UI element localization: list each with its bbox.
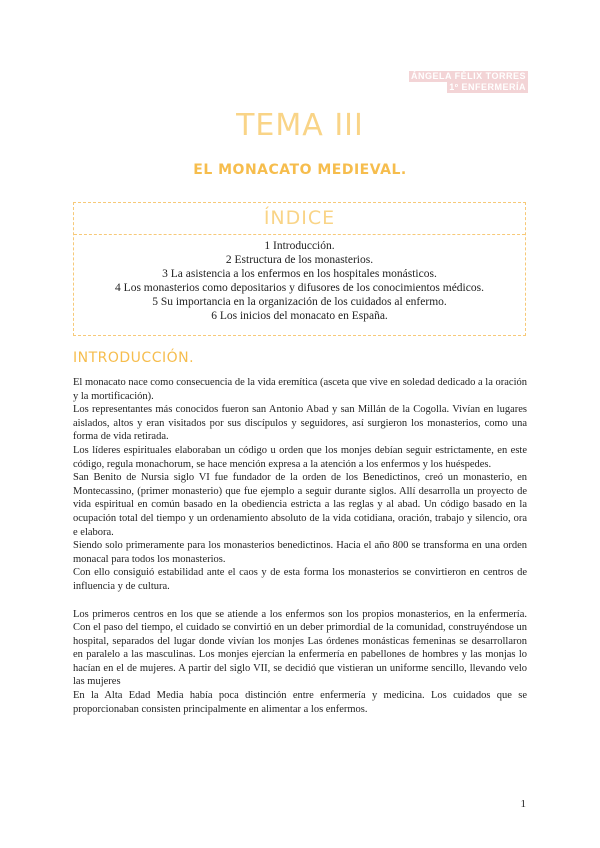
index-item: 2 Estructura de los monasterios. bbox=[225, 254, 374, 266]
page-subtitle: EL MONACATO MEDIEVAL. bbox=[193, 162, 407, 178]
paragraph: Siendo solo primeramente para los monasterios benedictinos. Hacia el año 800 se transforma en una orden monacal para todos los monasterios. bbox=[73, 540, 527, 565]
paragraph: Los primeros centros en los que se atiende a los enfermos son los propios monasterios, en la enfermería. Con el paso del tiempo, el cuidado se convirtió en un deber primordial de la comunidad, construyéndose un hospital, separados del lugar donde vivían los monjes Las órdenes monásticas femeninas se desarrollaron en paralelo a las masculinas. Los monjes ejercían la enfermería en pabellones de hombres y las monjas lo hacían en el de mujeres. A partir del siglo VII, se decidió que vistieran un uniforme sencillo, llevando velo las mujeres bbox=[73, 608, 527, 688]
paragraph: El monacato nace como consecuencia de la vida eremítica (asceta que vive en soledad dedicado a la oración y la mortificación). bbox=[73, 377, 527, 402]
paragraph: Con ello consiguió estabilidad ante el caos y de esta forma los monasterios se convirtieron en centros de influencia y de cultura. bbox=[73, 567, 527, 592]
paragraph: San Benito de Nursia siglo VI fue fundador de la orden de los Benedictinos, creó un monasterio, en Montecassino, (primer monasterio) que fue ejemplo a seguir durante siglos. Allí desarrolla un proyecto de vida espiritual en común basado en la obediencia estricta a las reglas y al abad. Un código basado en la ocupación total del tiempo y un ordenamiento absoluto de la vida cotidiana, oración, trabajo y silencio, ora e elabora. bbox=[73, 472, 527, 538]
paragraph: Los líderes espirituales elaboraban un código u orden que los monjes debían seguir estrictamente, en este código, regula monachorum, se hace mención expresa a la atención a los enfermos y los huéspedes. bbox=[73, 444, 527, 470]
paragraph: Los representantes más conocidos fueron san Antonio Abad y san Millán de la Cogolla. Vivían en lugares aislados, altos y eran visitados por sus discípulos y seguidores, así surgieron los monasterios, como una forma de vida retirada. bbox=[73, 404, 527, 443]
section-body bbox=[73, 376, 527, 716]
page-number: 1 bbox=[520, 798, 526, 810]
index-divider bbox=[74, 234, 525, 235]
section-heading: INTRODUCCIÓN. bbox=[73, 350, 195, 366]
index-item: 4 Los monasterios como depositarios y difusores de los conocimientos médicos. bbox=[115, 282, 484, 294]
author-block bbox=[409, 71, 528, 93]
index-item: 6 Los inicios del monacato en España. bbox=[211, 310, 388, 322]
index-box bbox=[73, 202, 526, 336]
index-item: 3 La asistencia a los enfermos en los hospitales monásticos. bbox=[162, 268, 437, 280]
index-item: 1 Introducción. bbox=[264, 240, 335, 252]
page-title: TEMA III bbox=[236, 108, 364, 143]
course-label: 1º ENFERMERÍA bbox=[449, 82, 526, 92]
index-item: 5 Su importancia en la organización de los cuidados al enfermo. bbox=[152, 296, 447, 308]
index-list bbox=[74, 239, 525, 323]
author-name: ÁNGELA FÉLIX TORRES bbox=[410, 71, 526, 81]
paragraph: En la Alta Edad Media había poca distinción entre enfermería y medicina. Los cuidados que se proporcionaban consisten principalmente en alimentar a los enfermos. bbox=[73, 690, 527, 715]
index-heading: ÍNDICE bbox=[263, 207, 336, 229]
